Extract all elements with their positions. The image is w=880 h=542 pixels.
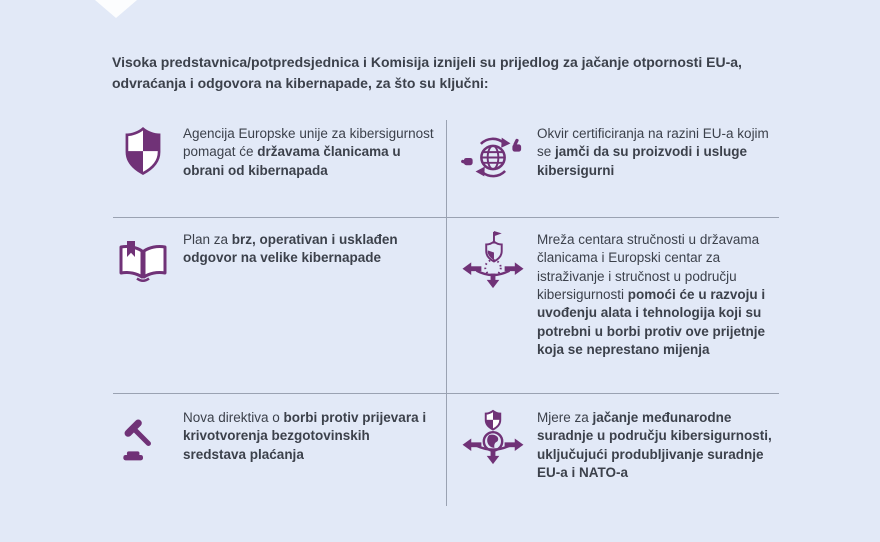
competence-network-icon [461, 229, 525, 291]
international-cooperation-icon [461, 409, 525, 467]
grid-item-blueprint [113, 217, 446, 393]
intro-text: Visoka predstavnica/potpredsjednica i Komisija iznijeli su prijedlog za jačanje otpornosti EU-a, odvraćanja i odgovora na kibernapade, za što su ključni: [112, 54, 742, 91]
grid-item-competence-network [446, 217, 779, 393]
notch-triangle [95, 0, 137, 18]
grid-item-text: Mjere za jačanje međunarodne suradnje u području kibersigurnosti, uključujući produbljivanje suradnje EU-a i NATO-a [537, 410, 772, 481]
grid-item-agency [113, 120, 446, 217]
shield-quartered-icon [115, 125, 171, 179]
grid-item-text: Okvir certificiranja na razini EU-a kojim se jamči da su proizvodi i usluge kibersigurni [537, 126, 769, 178]
gavel-icon [115, 412, 171, 464]
grid-item-text: Mreža centara stručnosti u državama članicama i Europski centar za istraživanje i stručnost u području kibersigurnosti pomoći će u razvoju i uvođenju alata i tehnologija koji su potrebni u borbi protiv ove prijetnje koja se neprestano mijenja [537, 232, 766, 358]
grid-item-text: Nova direktiva o borbi protiv prijevara i krivotvorenja bezgotovinskih sredstava plaćanja [183, 410, 427, 462]
grid-item-international-cooperation [446, 393, 779, 506]
grid-item-text: Plan za brz, operativan i usklađen odgovor na velike kibernapade [183, 232, 398, 266]
certification-globe-icon [461, 133, 525, 180]
grid-item-text: Agencija Europske unije za kibersigurnost pomagat će državama članicama u obrani od kibernapada [183, 126, 434, 178]
key-points-grid [113, 120, 779, 506]
open-book-icon [115, 238, 171, 284]
grid-item-directive [113, 393, 446, 506]
grid-item-certification [446, 120, 779, 217]
